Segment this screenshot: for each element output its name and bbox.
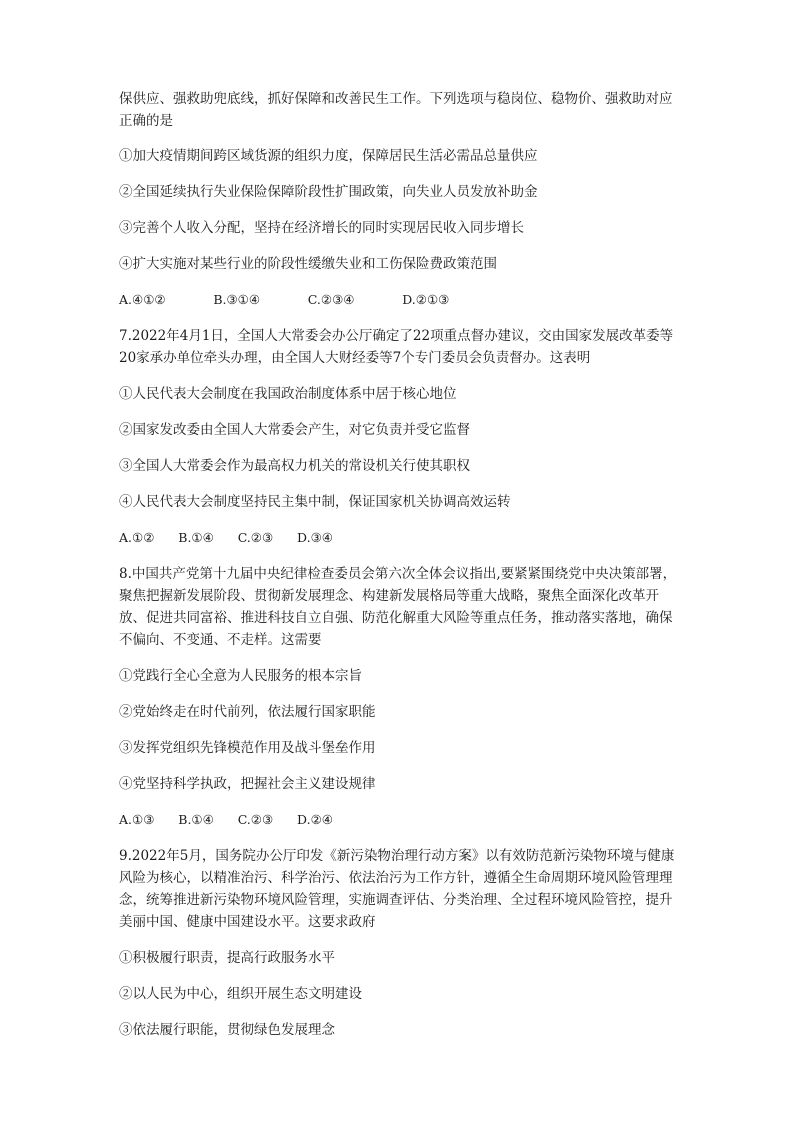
q6-choice-a: A.④①② [119,292,166,307]
q7-choice-b: B.①④ [178,530,214,545]
q8-option-4: ④党坚持科学执政，把握社会主义建设规律 [119,776,376,792]
q7-option-1: ①人民代表大会制度在我国政治制度体系中居于核心地位 [119,386,457,402]
q7-choice-a: A.①② [119,530,155,545]
q7-choices [119,527,679,549]
q6-choice-c: C.②③④ [307,292,355,307]
q6-choice-b: B.③①④ [213,292,261,307]
q7-choice-d: D.③④ [297,530,334,545]
q9-option-2: ②以人民为中心，组织开展生态文明建设 [119,986,362,1002]
q7-option-4: ④人民代表大会制度坚持民主集中制，保证国家机关协调高效运转 [119,494,511,510]
q8-option-3: ③发挥党组织先锋模范作用及战斗堡垒作用 [119,740,376,756]
q8-choice-a: A.①③ [119,812,155,827]
q6-option-3: ③完善个人收入分配，坚持在经济增长的同时实现居民收入同步增长 [119,220,524,236]
q6-stem: 保供应、强救助兜底线，抓好保障和改善民生工作。下列选项与稳岗位、稳物价、强救助对应正确的是 [119,91,673,129]
q6-option-1: ①加大疫情期间跨区域货源的组织力度，保障居民生活必需品总量供应 [119,148,538,164]
q7-option-2: ②国家发改委由全国人大常委会产生，对它负责并受它监督 [119,422,470,438]
q6-option-2: ②全国延续执行失业保险保障阶段性扩围政策，向失业人员发放补助金 [119,184,538,200]
q8-option-2: ②党始终走在时代前列，依法履行国家职能 [119,704,376,720]
q8-stem: 8.中国共产党第十九届中央纪律检查委员会第六次全体会议指出,要紧紧围绕党中央决策部署，聚焦把握新发展阶段、贯彻新发展理念、构建新发展格局等重大战略，聚焦全面深化改革开放、促进共同富裕、推进科技自立自强、防范化解重大风险等重点任务，推动落实落地，确保不偏向、不变通、不走样。这需要 [119,566,677,648]
q7-stem: 7.2022年4月1日，全国人大常委会办公厅确定了22项重点督办建议，交由国家发展改革委等20家承办单位牵头办理，由全国人大财经委等7个专门委员会负责督办。这表明 [119,328,674,366]
q6-choices [119,289,679,311]
q7-choice-c: C.②③ [237,530,274,545]
q9-stem: 9.2022年5月，国务院办公厅印发《新污染物治理行动方案》以有效防范新污染物环境与健康风险为核心，以精准治污、科学治污、依法治污为工作方针，遵循全生命周期环境风险管理理念，统筹推进新污染物环境风险管理，实施调查评估、分类治理、全过程环境风险管控，提升美丽中国、健康中国建设水平。这要求政府 [119,848,675,930]
q9-option-3: ③依法履行职能，贯彻绿色发展理念 [119,1022,335,1038]
q6-choice-d: D.②①③ [402,292,450,307]
q6-option-4: ④扩大实施对某些行业的阶段性缓缴失业和工伤保险费政策范围 [119,256,497,272]
q9-option-1: ①积极履行职责，提高行政服务水平 [119,950,335,966]
q8-choice-b: B.①④ [178,812,214,827]
q8-option-1: ①党践行全心全意为人民服务的根本宗旨 [119,668,362,684]
q8-choice-c: C.②③ [237,812,274,827]
q8-choice-d: D.②④ [297,812,334,827]
document-page [119,88,679,1041]
q8-choices [119,809,679,831]
q7-option-3: ③全国人大常委会作为最高权力机关的常设机关行使其职权 [119,458,470,474]
